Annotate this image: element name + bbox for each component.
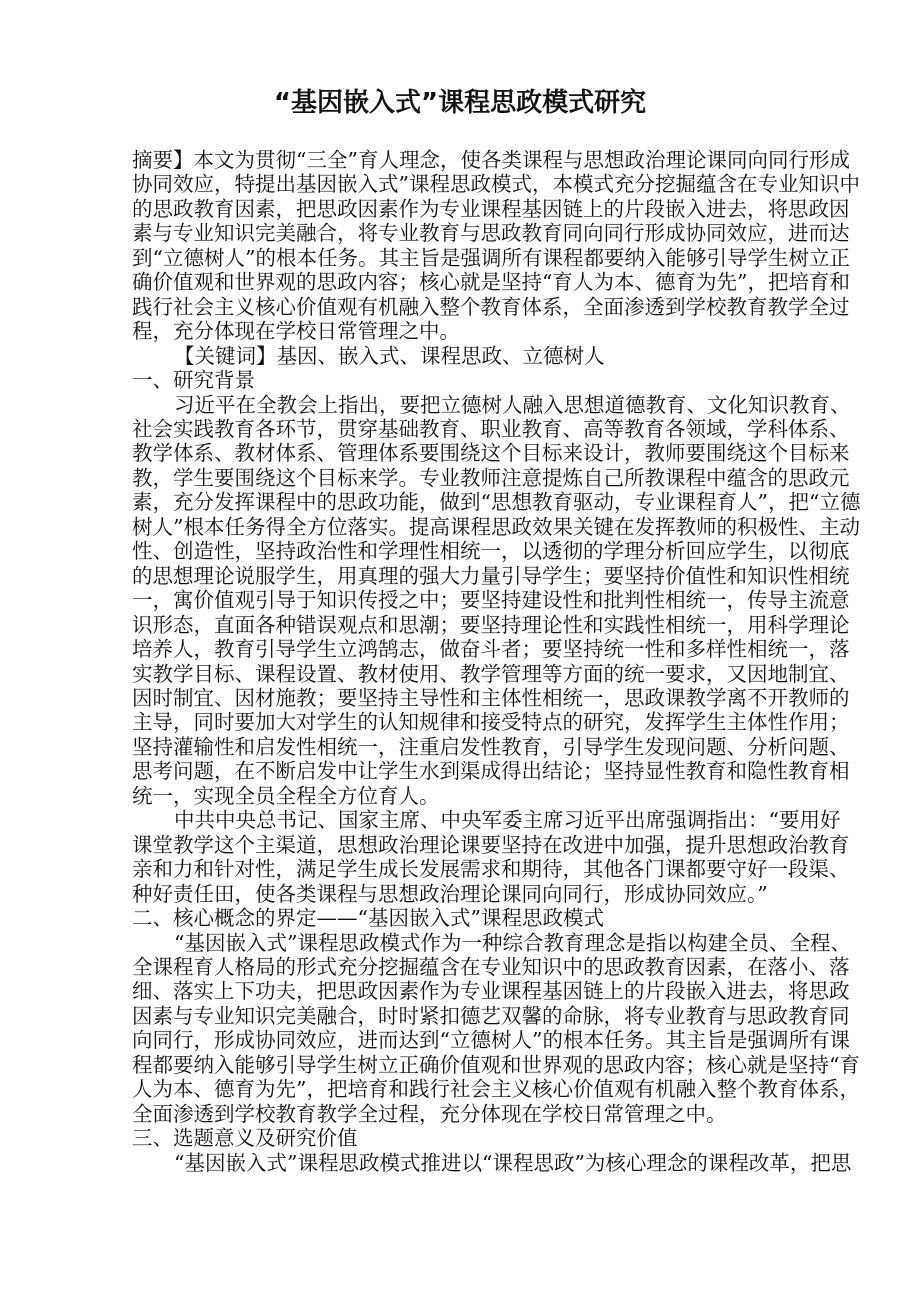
keywords [132, 344, 792, 368]
text-line: 中共中央总书记、国家主席、中央军委主席习近平出席强调指出：“要用好 [174, 808, 841, 833]
section-1-paragraph-2 [132, 808, 850, 906]
abstract [132, 148, 860, 344]
text-line: 主导，同时要加大对学生的认知规律和接受特点的研究，发挥学生主体性作用； [132, 710, 850, 735]
text-line: 细、落实上下功夫，把思政因素作为专业课程基因链上的片段嵌入进去，将思政 [132, 979, 850, 1004]
text-line: 素与专业知识完美融合，将专业教育与思政教育同向同行形成协同效应，进而达 [132, 221, 850, 246]
section-3-heading [132, 1126, 792, 1150]
text-line: 社会实践教育各环节，贯穿基础教育、职业教育、高等教育各领域，学科体系、 [132, 416, 850, 441]
document-title: “基因嵌入式”课程思政模式研究 [273, 88, 647, 118]
text-line: 统一，实现全员全程全方位育人。 [132, 783, 440, 808]
text-line: 习近平在全教会上指出，要把立德树人融入思想道德教育、文化知识教育、 [174, 392, 851, 417]
section-1-heading [132, 368, 792, 392]
text-line: 确价值观和世界观的思政内容；核心就是坚持“育人为本、德育为先”，把培育和 [132, 270, 850, 295]
text-line: 教学体系、教材体系、管理体系要围绕这个目标来设计，教师要围绕这个目标来 [132, 441, 850, 466]
section-2-paragraph [132, 930, 860, 1127]
text-line: 践行社会主义核心价值观有机融入整个教育体系，全面渗透到学校教育教学全过 [132, 294, 850, 319]
text-line: “基因嵌入式”课程思政模式推进以“课程思政”为核心理念的课程改革，把思 [174, 1150, 852, 1175]
text-line: 的思想理论说服学生，用真理的强大力量引导学生；要坚持价值性和知识性相统 [132, 563, 850, 588]
text-line: 全面渗透到学校教育教学全过程，充分体现在学校日常管理之中。 [132, 1101, 727, 1126]
section-heading: 二、核心概念的界定——“基因嵌入式”课程思政模式 [132, 906, 604, 931]
section-1-paragraph-1 [132, 392, 861, 809]
text-line: 人为本、德育为先”，把培育和践行社会主义核心价值观有机融入整个教育体系， [132, 1077, 860, 1102]
text-line: 性、创造性，坚持政治性和学理性相统一，以透彻的学理分析回应学生，以彻底 [132, 539, 850, 564]
text-line: 亲和力和针对性，满足学生成长发展需求和期待，其他各门课都要守好一段渠、 [132, 857, 850, 882]
text-line: 教，学生要围绕这个目标来学。专业教师注意提炼自己所教课程中蕴含的思政元 [132, 465, 850, 490]
text-line: 因时制宜、因材施教；要坚持主导性和主体性相统一，思政课教学离不开教师的 [132, 685, 850, 710]
section-2-heading [132, 906, 792, 930]
text-line: 程，充分体现在学校日常管理之中。 [132, 319, 460, 344]
text-line: 协同效应，特提出基因嵌入式”课程思政模式，本模式充分挖掘蕴含在专业知识中 [132, 172, 860, 197]
document-body [132, 148, 861, 1175]
text-line: 向同行，形成协同效应，进而达到“立德树人”的根本任务。其主旨是强调所有课 [132, 1028, 850, 1053]
text-line: 坚持灌输性和启发性相统一，注重启发性教育，引导学生发现问题、分析问题、 [132, 734, 850, 759]
text-line: 全课程育人格局的形式充分挖掘蕴含在专业知识中的思政教育因素，在落小、落 [132, 954, 850, 979]
text-line: 培养人，教育引导学生立鸿鹄志，做奋斗者；要坚持统一性和多样性相统一，落 [132, 637, 850, 662]
text-line: 因素与专业知识完美融合，时时紧扣德艺双馨的命脉，将专业教育与思政教育同 [132, 1003, 850, 1028]
text-line: 识形态，直面各种错误观点和思潮；要坚持理论性和实践性相统一，用科学理论 [132, 612, 850, 637]
text-line: “基因嵌入式”课程思政模式作为一种综合教育理念是指以构建全员、全程、 [174, 930, 851, 955]
text-line: 素，充分发挥课程中的思政功能，做到“思想教育驱动，专业课程育人”，把“立德 [132, 490, 861, 515]
text-line: 思考问题，在不断启发中让学生水到渠成得出结论；坚持显性教育和隐性教育相 [132, 759, 850, 784]
text-line: 程都要纳入能够引导学生树立正确价值观和世界观的思政内容；核心就是坚持“育 [132, 1052, 860, 1077]
text-line: 一，寓价值观引导于知识传授之中；要坚持建设性和批判性相统一，传导主流意 [132, 588, 850, 613]
section-heading: 一、研究背景 [132, 368, 255, 393]
text-line: 种好责任田，使各类课程与思想政治理论课同向同行，形成协同效应。” [132, 881, 768, 906]
text-line: 【关键词】基因、嵌入式、课程思政、立德树人 [174, 343, 605, 368]
text-line: 摘要】本文为贯彻“三全”育人理念，使各类课程与思想政治理论课同向同行形成 [132, 148, 850, 172]
text-line: 课堂教学这个主渠道，思想政治理论课要坚持在改进中加强，提升思想政治教育 [132, 832, 850, 857]
text-line: 树人”根本任务得全方位落实。提高课程思政效果关键在发挥教师的积极性、主动 [132, 514, 860, 539]
text-line: 到“立德树人”的根本任务。其主旨是强调所有课程都要纳入能够引导学生树立正 [132, 245, 850, 270]
section-heading: 三、选题意义及研究价值 [132, 1126, 358, 1151]
section-3-paragraph [132, 1150, 852, 1175]
text-line: 实教学目标、课程设置、教材使用、教学管理等方面的统一要求，又因地制宜、 [132, 661, 850, 686]
text-line: 的思政教育因素，把思政因素作为专业课程基因链上的片段嵌入进去，将思政因 [132, 196, 850, 221]
